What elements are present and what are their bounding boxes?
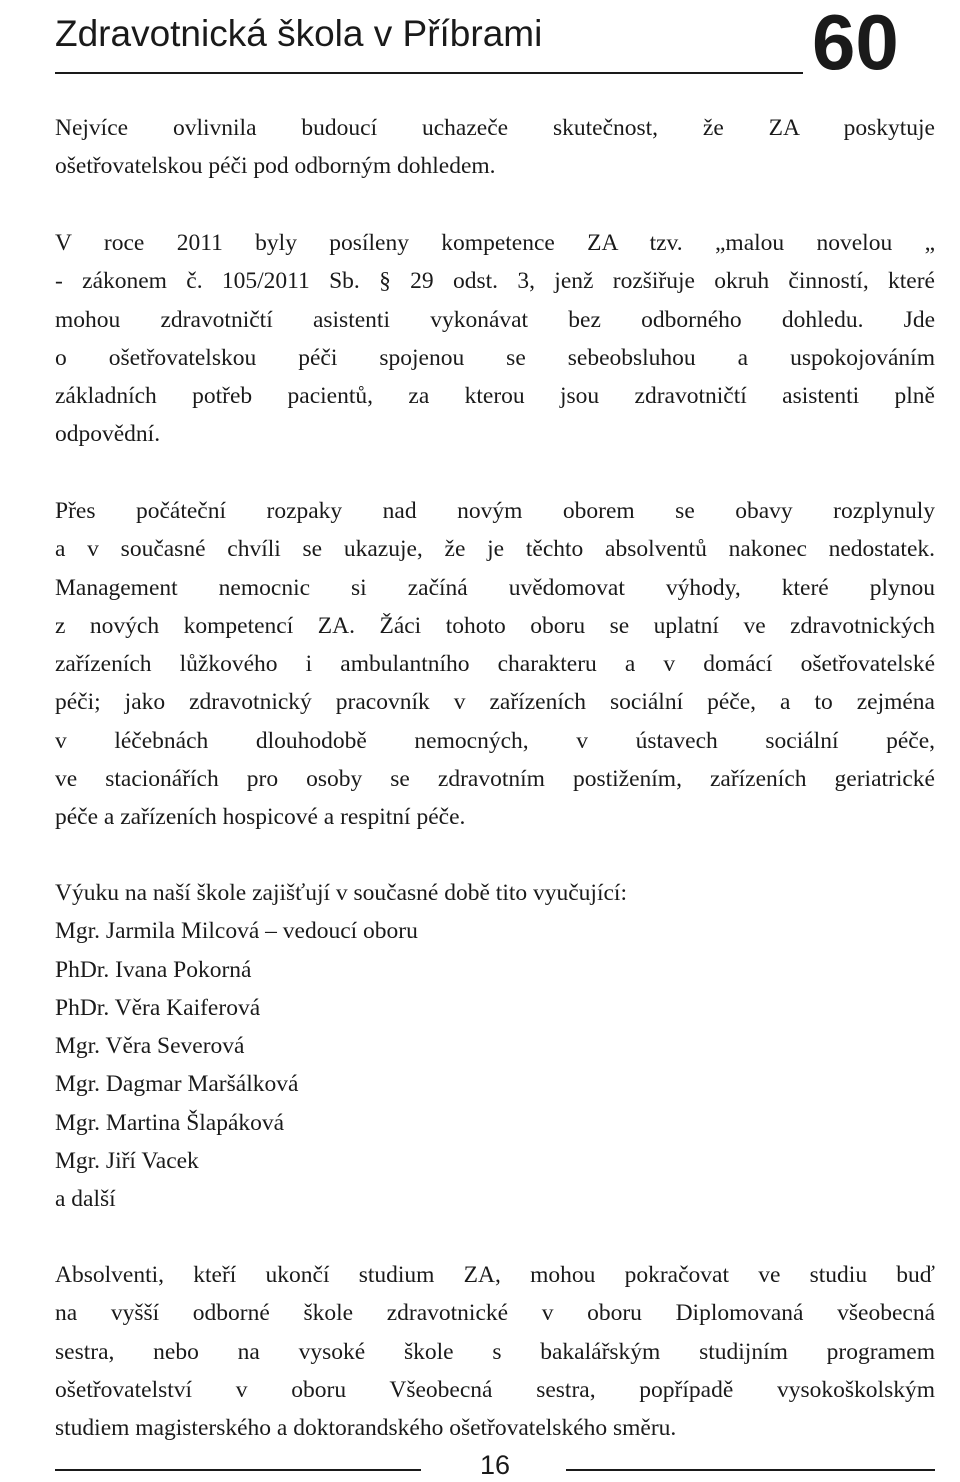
paragraph-line: základních potřeb pacientů, za kterou jsou zdravotničtí asistenti plně: [55, 383, 935, 410]
paragraph-intro: [55, 109, 935, 186]
paragraph-line: ve stacionářích pro osoby se zdravotním postižením, zařízeních geriatrické: [55, 766, 935, 793]
page-number: 16: [479, 1450, 511, 1480]
paragraph-line: péče a zařízeních hospicové a respitní péče.: [55, 804, 466, 831]
teacher-item: PhDr. Ivana Pokorná: [55, 956, 252, 983]
paragraph-line: na vyšší odborné škole zdravotnické v oboru Diplomovaná všeobecná: [55, 1300, 935, 1327]
paragraph-line: Přes počáteční rozpaky nad novým oborem se obavy rozplynuly: [55, 498, 935, 524]
paragraph-line: péči; jako zdravotnický pracovník v zařízeních sociální péče, a to zejména: [55, 689, 935, 716]
paragraph-line: - zákonem č. 105/2011 Sb. § 29 odst. 3, jenž rozšiřuje okruh činností, které: [55, 268, 935, 295]
paragraph-line: v léčebnách dlouhodobě nemocných, v ústavech sociální péče,: [55, 727, 935, 754]
paragraph-line: studiem magisterského a doktorandského ošetřovatelského směru.: [55, 1415, 677, 1442]
paragraph-line: a v současné chvíli se ukazuje, že je těchto absolventů nakonec nedostatek.: [55, 536, 935, 563]
paragraph-line: ošetřovatelskou péči pod odborným dohledem.: [55, 153, 496, 180]
teacher-item: Mgr. Martina Šlapáková: [55, 1109, 285, 1136]
teacher-item: PhDr. Věra Kaiferová: [55, 994, 261, 1021]
footer-divider-left: [55, 1469, 421, 1471]
header-divider: [55, 72, 803, 74]
teacher-item: Mgr. Věra Severová: [55, 1033, 245, 1060]
teacher-item: Mgr. Dagmar Maršálková: [55, 1071, 299, 1098]
paragraph-line: V roce 2011 byly posíleny kompetence ZA tzv. „malou novelou „: [55, 230, 935, 256]
teacher-item: Mgr. Jarmila Milcová – vedoucí oboru: [55, 918, 418, 945]
teacher-item: Mgr. Jiří Vacek: [55, 1148, 199, 1175]
paragraph-line: Nejvíce ovlivnila budoucí uchazeče skutečnost, že ZA poskytuje: [55, 115, 935, 141]
paragraph-employment: [55, 492, 935, 837]
teachers-intro: Výuku na naší škole zajišťují v současné době tito vyučující:: [55, 880, 627, 906]
paragraph-line: z nových kompetencí ZA. Žáci tohoto oboru se uplatní ve zdravotnických: [55, 612, 935, 639]
paragraph-line: o ošetřovatelskou péči spojenou se sebeobsluhou a uspokojováním: [55, 344, 935, 371]
paragraph-further-study: [55, 1256, 935, 1447]
paragraph-line: Absolventi, kteří ukončí studium ZA, mohou pokračovat ve studiu buď: [55, 1262, 935, 1288]
teacher-item: a další: [55, 1186, 116, 1213]
paragraph-line: ošetřovatelství v oboru Všeobecná sestra, popřípadě vysokoškolským: [55, 1376, 935, 1403]
paragraph-line: Management nemocnic si začíná uvědomovat výhody, které plynou: [55, 574, 935, 601]
header-section-number: 60: [812, 0, 899, 86]
paragraph-line: sestra, nebo na vysoké škole s bakalářským studijním programem: [55, 1338, 935, 1365]
paragraph-line: zařízeních lůžkového i ambulantního charakteru a v domácí ošetřovatelské: [55, 651, 935, 678]
footer-divider-right: [566, 1469, 935, 1471]
paragraph-line: mohou zdravotničtí asistenti vykonávat bez odborného dohledu. Jde: [55, 306, 935, 333]
paragraph-competences: [55, 224, 935, 454]
paragraph-line: odpovědní.: [55, 421, 161, 448]
school-title: Zdravotnická škola v Příbrami: [55, 13, 543, 54]
teachers-section: [55, 874, 935, 1219]
